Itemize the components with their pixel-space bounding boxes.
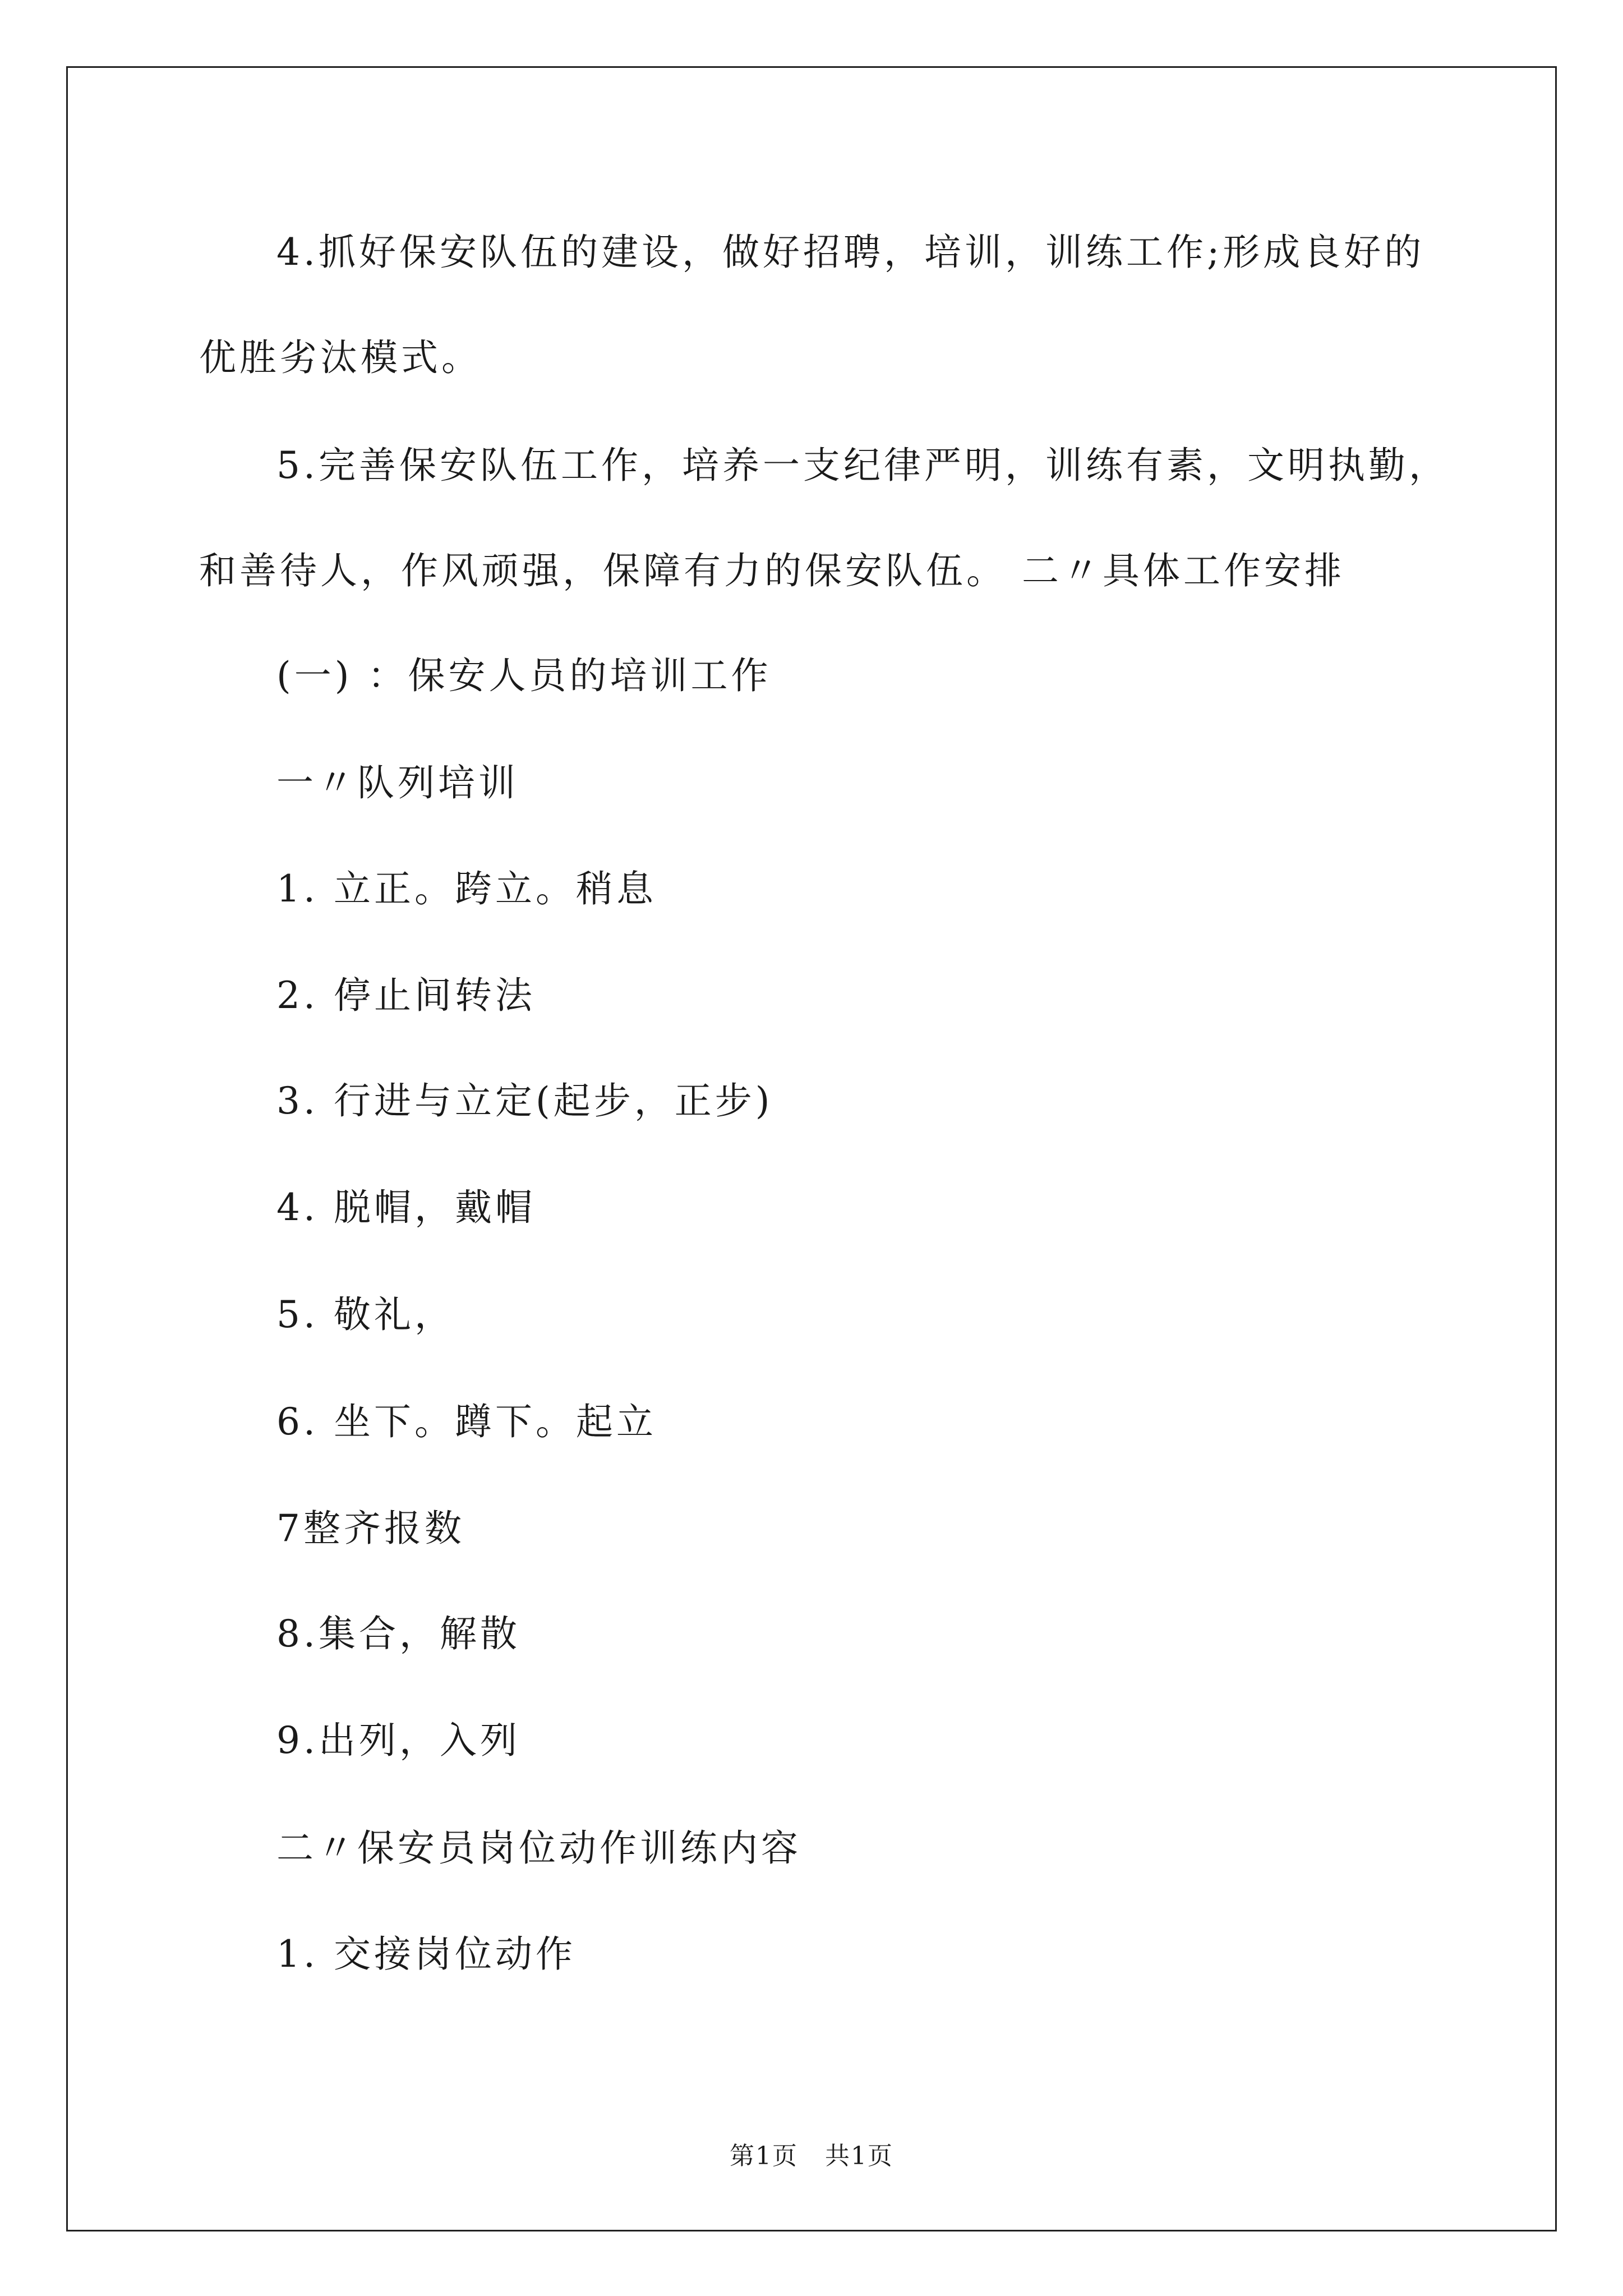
list-item: 6. 坐下。蹲下。起立 xyxy=(276,1400,657,1443)
section-heading: (一) ：保安人员的培训工作 xyxy=(276,654,772,697)
page-border xyxy=(66,66,1557,2231)
list-item: 1. 立正。跨立。稍息 xyxy=(276,867,657,910)
paragraph-line: 和善待人，作风顽强，保障有力的保安队伍。 二〃具体工作安排 xyxy=(199,549,1345,592)
page-footer: 第1页 共1页 xyxy=(730,2142,893,2170)
list-item: 5. 敬礼， xyxy=(276,1293,455,1336)
list-item: 7整齐报数 xyxy=(276,1507,465,1550)
paragraph-line: 优胜劣汰模式。 xyxy=(199,336,482,379)
paragraph-line: 5.完善保安队伍工作，培养一支纪律严明，训练有素，文明执勤， xyxy=(276,444,1449,487)
list-item: 1. 交接岗位动作 xyxy=(276,1932,576,1976)
list-item: 2. 停止间转法 xyxy=(276,974,536,1017)
list-item: 3. 行进与立定(起步，正步) xyxy=(276,1079,773,1122)
subsection-heading: 一〃队列培训 xyxy=(276,761,519,804)
list-item: 9.出列，入列 xyxy=(276,1719,520,1762)
subsection-heading: 二〃保安员岗位动作训练内容 xyxy=(276,1826,801,1870)
list-item: 4. 脱帽，戴帽 xyxy=(276,1186,536,1229)
list-item: 8.集合，解散 xyxy=(276,1612,520,1655)
paragraph-line: 4.抓好保安队伍的建设，做好招聘，培训，训练工作;形成良好的 xyxy=(276,231,1425,274)
